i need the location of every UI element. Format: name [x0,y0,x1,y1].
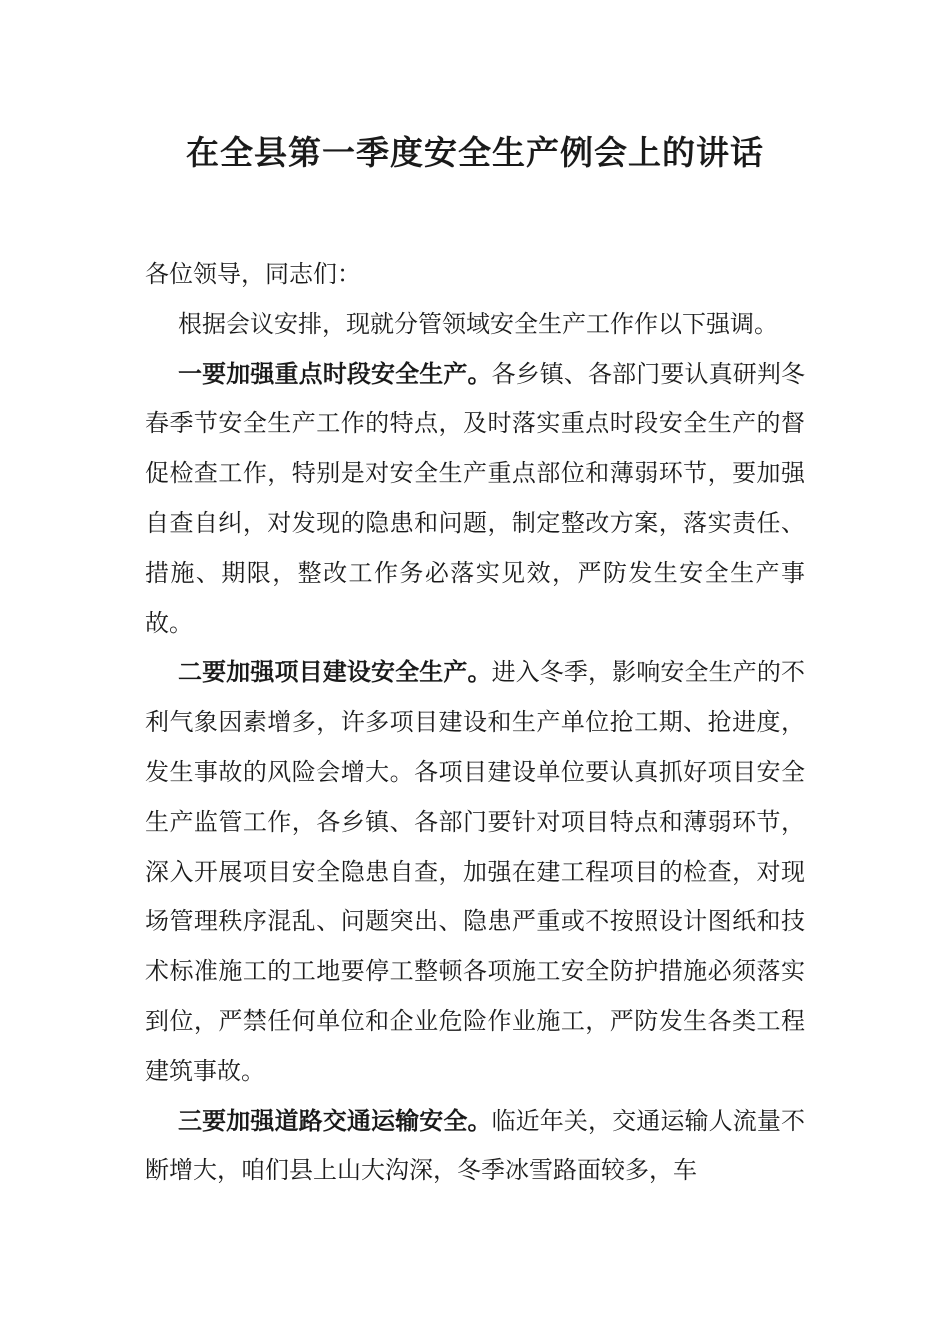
document-title: 在全县第一季度安全生产例会上的讲话 [186,133,764,172]
section-paragraph-2 [145,648,805,1096]
section-text-1: 各乡镇、各部门要认真研判冬春季节安全生产工作的特点，及时落实重点时段安全生产的督促检查工作，特别是对安全生产重点部位和薄弱环节，要加强自查自纠，对发现的隐患和问题，制定整改方案，落实责任、措施、期限，整改工作务必落实见效，严防发生安全生产事故。 [145,359,806,637]
section-lead-2: 二要加强项目建设安全生产。 [178,658,492,687]
salutation: 各位领导，同志们： [145,260,361,288]
section-lead-1: 一要加强重点时段安全生产。 [178,359,492,388]
section-paragraph-1 [145,350,805,649]
section-text-2: 进入冬季，影响安全生产的不利气象因素增多，许多项目建设和生产单位抢工期、抢进度，发生事故的风险会增大。各项目建设单位要认真抓好项目安全生产监管工作，各乡镇、各部门要针对项目特点和薄弱环节，深入开展项目安全隐患自查，加强在建工程项目的检查，对现场管理秩序混乱、问题突出、隐患严重或不按照设计图纸和技术标准施工的工地要停工整顿各项施工安全防护措施必须落实到位，严禁任何单位和企业危险作业施工，严防发生各类工程建筑事故。 [145,658,806,1085]
intro-paragraph: 根据会议安排，现就分管领域安全生产工作作以下强调。 [178,309,778,338]
document-body [145,250,805,1196]
section-text-3: 临近年关，交通运输人流量不断增大，咱们县上山大沟深，冬季冰雪路面较多，车 [145,1106,806,1185]
section-paragraph-3 [145,1097,805,1197]
section-lead-3: 三要加强道路交通运输安全。 [178,1106,492,1135]
